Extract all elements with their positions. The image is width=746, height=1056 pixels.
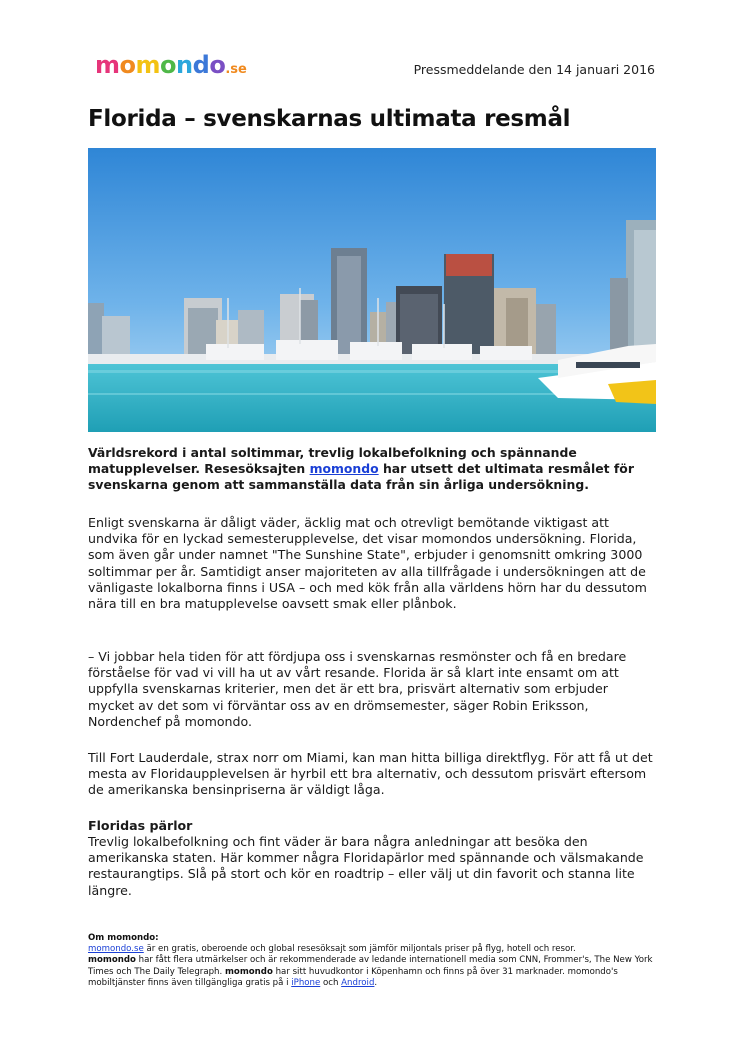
lead-text: har utsett det ultimata resmålet för svenskarna genom att sammanställa data från sin årliga undersökning. [88,461,634,493]
logo-letter: m [135,51,161,79]
logo-letter: o [160,51,177,79]
footer-brand: momondo [88,955,136,966]
footer-title: Om momondo: [88,933,159,943]
body-paragraph: Trevlig lokalbefolkning och fint väder är bara några anledningar att besöka den amerikanska staten. Här kommer några Floridapärlor med spännande och välsmakande restaurangtips. Slå på stort och kör en roadtrip – eller välj ut din favorit och stanna lite längre. [88,834,644,898]
page-title: Florida – svenskarnas ultimata resmål [88,106,571,132]
body-paragraph: Enligt svenskarna är dåligt väder, äcklig mat och otrevligt bemötande viktigast att undvika för en lyckad semesterupplevelse, det visar momondos undersökning. Florida, som även går under namnet "The Sunshine State", erbjuder i genomsnitt omkring 3000 soltimmar per år. Samtidigt anser majoriteten av alla tillfrågade i undersökningen att de vänligaste lokalborna finns i USA – och med kök från alla världens hörn har du dessutom nära till en bra matupplevelse oavsett smak eller plånbok. [88,515,647,612]
logo-tld: .se [225,62,247,77]
footer-brand: momondo [224,966,273,977]
quote-paragraph: – Vi jobbar hela tiden för att fördjupa oss i svenskarnas resmönster och få en bredare förståelse för vad vi vill ha ut av vårt resande. Florida är så klart inte ensamt om att uppfylla svenskarnas kriterier, men det är ett bra, prisvärt alternativ som erbjuder mycket av det som vi förväntar oss av en drömsemester, säger Robin Eriksson, Nordenchef på momondo. [88,649,627,729]
miami-skyline-photo [88,148,656,432]
footer-line: har fått flera utmärkelser och är rekommenderade av ledande internationell media som CNN, Frommer's, The New York Times och The Daily Telegraph. [88,955,653,977]
section-heading: Floridas pärlor [88,818,193,833]
logo-letter: o [119,51,136,79]
footer-text [88,944,668,955]
logo-letter: m [95,51,120,79]
logo-letter: n [176,51,193,79]
footer-line: och [320,977,342,988]
iphone-link[interactable]: iPhone [291,977,321,988]
press-release-date: Pressmeddelande den 14 januari 2016 [413,62,655,77]
android-link[interactable]: Android [341,977,375,988]
about-footer [88,933,668,989]
logo-letter: d [192,51,210,79]
momondo-site-link[interactable]: momondo.se [88,944,144,955]
lead-text: Världsrekord i antal soltimmar, trevlig lokalbefolkning och spännande matupplevelser. Resesöksajten [88,445,577,477]
footer-line: . [374,977,378,988]
lead-paragraph [88,445,658,494]
footer-text [88,955,668,989]
footer-line: har sitt huvudkontor i Köpenhamn och finns på över 31 marknader. momondo's mobiltjänster finns även tillgängliga gratis på i [88,966,618,988]
logo-letter: o [209,51,226,79]
footer-line: är en gratis, oberoende och global resesöksajt som jämför miljontals priser på flyg, hotell och resor. [143,944,576,955]
momondo-link[interactable]: momondo [309,461,379,477]
body-paragraph: Till Fort Lauderdale, strax norr om Miami, kan man hitta billiga direktflyg. För att få ut det mesta av Floridaupplevelsen är hyrbil ett bra alternativ, och dessutom prisvärt eftersom de amerikanska bensinpriserna är väldigt låga. [88,750,653,798]
momondo-logo [95,50,247,85]
